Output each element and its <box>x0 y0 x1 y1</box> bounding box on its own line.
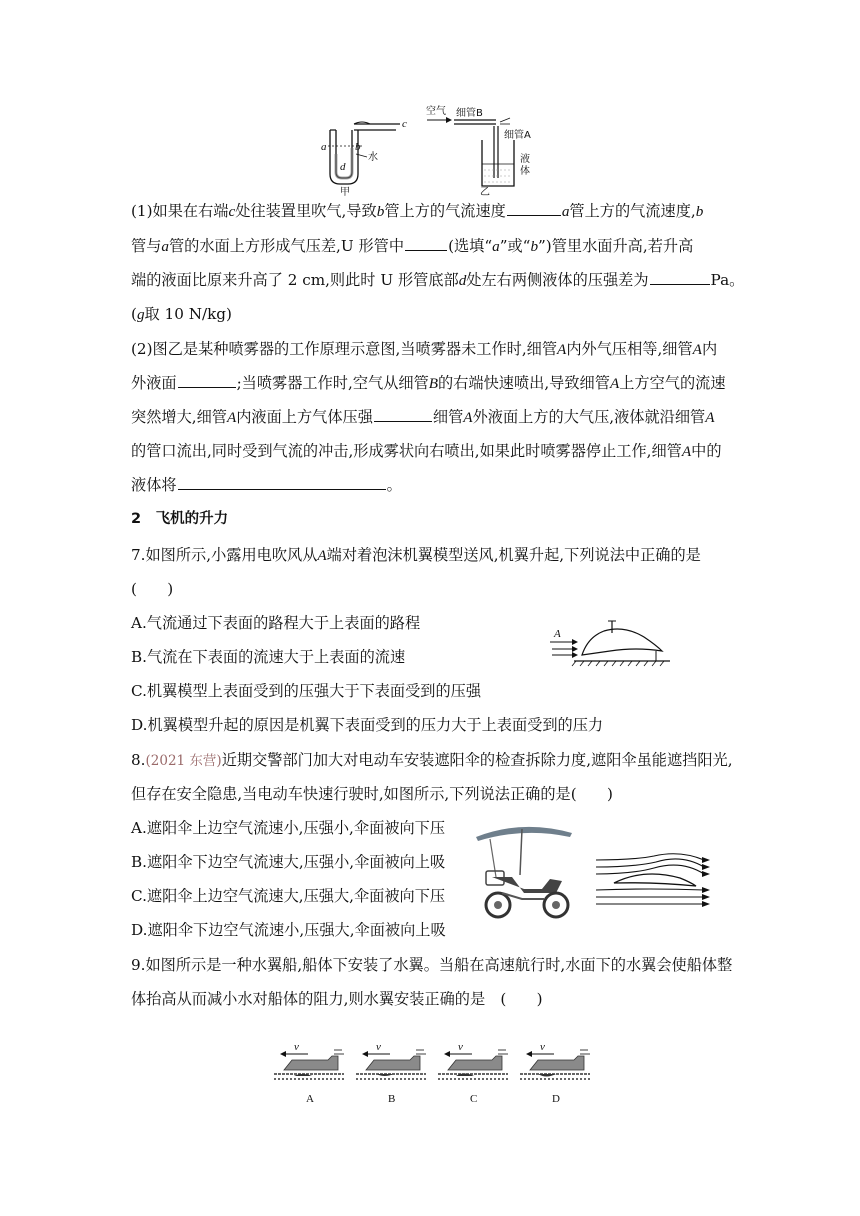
q6-p2-line3: 突然增大,细管A内液面上方气体压强 细管A外液面上方的大气压,液体就沿细管A <box>131 408 715 426</box>
label-a: a <box>321 141 327 153</box>
velocity-label: v <box>376 1042 381 1053</box>
boat-option-d[interactable] <box>518 1042 592 1106</box>
figure-wing-model <box>540 615 680 675</box>
q6-p2-line5: 液体将 。 <box>131 476 402 494</box>
label-yi: 乙 <box>480 187 490 196</box>
q7-stem: 7.如图所示,小露用电吹风从A端对着泡沫机翼模型送风,机翼升起,下列说法中正确的是 <box>131 546 701 564</box>
label-tube-a: 细管A <box>504 130 531 141</box>
svg-text:体: 体 <box>520 166 530 177</box>
label-liquid <box>520 152 530 177</box>
q7-option-a[interactable]: A.气流通过下表面的路程大于上表面的路程 <box>131 614 421 632</box>
q7-option-d[interactable]: D.机翼模型升起的原因是机翼下表面受到的压力大于上表面受到的压力 <box>131 716 604 734</box>
q8-option-c[interactable]: C.遮阳伞上边空气流速大,压强大,伞面被向下压 <box>131 887 446 905</box>
label-tube-b: 细管B <box>456 108 483 119</box>
q6-p1-line2: 管与a管的水面上方形成气压差,U 形管中 (选填“a”或“b”)管里水面升高,若升高 <box>131 237 694 255</box>
boat-option-a[interactable] <box>272 1042 346 1106</box>
q6-p2-line1: (2)图乙是某种喷雾器的工作原理示意图,当喷雾器未工作时,细管A内外气压相等,细管A内 <box>131 340 718 358</box>
figure-airflow-streamlines <box>594 850 716 916</box>
figure-hydrofoil-boats <box>272 1042 592 1106</box>
answer-blank-3[interactable] <box>650 270 710 285</box>
label-water: 水 <box>368 152 378 163</box>
figure-u-tube-jia <box>318 118 408 196</box>
velocity-label: v <box>294 1042 299 1053</box>
q6-p1-line4: (g取 10 N/kg) <box>131 305 232 323</box>
answer-blank-2[interactable] <box>405 236 447 251</box>
boat-option-c[interactable] <box>436 1042 510 1106</box>
q8-option-a[interactable]: A.遮阳伞上边空气流速小,压强小,伞面被向下压 <box>131 819 446 837</box>
label-jia: 甲 <box>340 187 350 196</box>
q8-stem-line1: 8.(2021 东营)近期交警部门加大对电动车安装遮阳伞的检查拆除力度,遮阳伞虽能遮挡阳光, <box>131 751 733 769</box>
q9-stem-line2: 体抬高从而减小水对船体的阻力,则水翼安装正确的是 ( ) <box>131 990 543 1008</box>
label-d: d <box>340 161 346 173</box>
answer-blank-6[interactable] <box>178 475 386 490</box>
q6-p2-line4: 的管口流出,同时受到气流的冲击,形成雾状向右喷出,如果此时喷雾器停止工作,细管A中的 <box>131 442 722 460</box>
section-title: 2 飞机的升力 <box>131 511 229 527</box>
q6-p1-line3: 端的液面比原来升高了 2 cm,则此时 U 形管底部d处左右两侧液体的压强差为 Pa。 <box>131 271 745 289</box>
figure-sprayer-yi <box>424 100 544 196</box>
q8-option-d[interactable]: D.遮阳伞下边空气流速小,压强大,伞面被向上吸 <box>131 921 446 939</box>
answer-blank-1[interactable] <box>507 201 561 216</box>
boat-option-label: D <box>552 1093 560 1105</box>
q7-option-b[interactable]: B.气流在下表面的流速大于上表面的流速 <box>131 648 406 666</box>
velocity-label: v <box>458 1042 463 1053</box>
q8-stem-line2: 但存在安全隐患,当电动车快速行驶时,如图所示,下列说法正确的是( ) <box>131 785 613 803</box>
q9-stem-line1: 9.如图所示是一种水翼船,船体下安装了水翼。当船在高速航行时,水面下的水翼会使船体整 <box>131 956 733 974</box>
figure-scooter-umbrella <box>472 815 576 923</box>
boat-option-label: B <box>388 1093 396 1105</box>
answer-blank-5[interactable] <box>374 407 432 422</box>
answer-blank-4[interactable] <box>178 373 236 388</box>
label-c: c <box>402 118 407 130</box>
boat-option-label: A <box>306 1093 314 1105</box>
velocity-label: v <box>540 1042 545 1053</box>
q6-p2-line2: 外液面 ;当喷雾器工作时,空气从细管B的右端快速喷出,导致细管A上方空气的流速 <box>131 374 726 392</box>
q6-p1-line1: (1)如果在右端c处往装置里吹气,导致b管上方的气流速度 a管上方的气流速度,b <box>131 202 704 220</box>
boat-option-b[interactable] <box>354 1042 428 1106</box>
q7-paren: ( ) <box>131 580 174 598</box>
boat-option-label: C <box>470 1093 478 1105</box>
q7-option-c[interactable]: C.机翼模型上表面受到的压强大于下表面受到的压强 <box>131 682 482 700</box>
q8-option-b[interactable]: B.遮阳伞下边空气流速大,压强小,伞面被向上吸 <box>131 853 446 871</box>
svg-text:液: 液 <box>520 154 530 165</box>
label-b: b <box>355 141 361 153</box>
label-air: 空气 <box>426 106 446 117</box>
label-a-end: A <box>554 628 561 640</box>
